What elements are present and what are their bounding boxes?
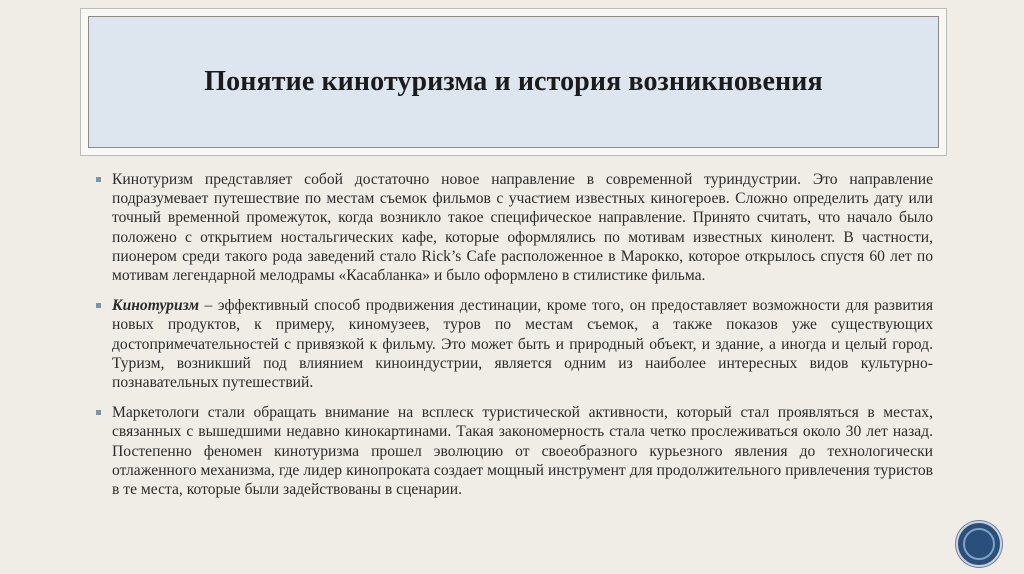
- paragraph-1-text: Кинотуризм представляет собой достаточно новое направление в современной туриндустрии. Это направление подразумевает путешествие по местам съемок фильмов с участием известных киногероев. Сложно определить дату или точный временной промежуток, когда возникло такое специфическое направление. Принято считать, что начало было положено с открытием ностальгических кафе, которые оформлялись по мотивам известных кинолент. В частности, пионером среди такого рода заведений стало Rick’s Cafe расположенное в Марокко, которое открылось спустя 60 лет по мотивам легендарной мелодрамы «Касабланка» и было оформлено в стилистике фильма.: [112, 171, 933, 285]
- title-box: [88, 16, 939, 148]
- paragraph-1: [95, 170, 933, 285]
- slide-title: Понятие кинотуризма и история возникновения: [204, 66, 823, 97]
- paragraph-2-term: Кинотуризм: [112, 297, 200, 315]
- paragraph-2: [95, 296, 933, 392]
- paragraph-2-text: – эффективный способ продвижения дестинации, кроме того, он предоставляет возможности для развития новых продуктов, к примеру, киномузеев, туров по местам съемок, а также показов уже существующих достопримечательностей с привязкой к фильму. Это может быть и природный объект, и здание, а иногда и целый город. Туризм, возникший под влиянием киноиндустрии, является одним из наиболее интересных видов культурно-познавательных путешествий.: [112, 297, 933, 392]
- paragraph-3: [95, 403, 933, 499]
- slide-logo-icon: [956, 521, 1002, 567]
- paragraph-3-text: Маркетологи стали обращать внимание на всплеск туристической активности, который стал проявляться в местах, связанных с вышедшими недавно кинокартинами. Такая закономерность стала четко прослеживаться около 30 лет назад. Постепенно феномен кинотуризма прошел эволюцию от своеобразного курьезного явления до технологически отлаженного механизма, где лидер кинопроката создает мощный инструмент для продолжительного привлечения туристов в те места, которые были задействованы в сценарии.: [112, 404, 933, 499]
- bullet-icon: [96, 410, 101, 415]
- bullet-icon: [96, 177, 101, 182]
- slide-body: [95, 170, 933, 510]
- bullet-icon: [96, 303, 101, 308]
